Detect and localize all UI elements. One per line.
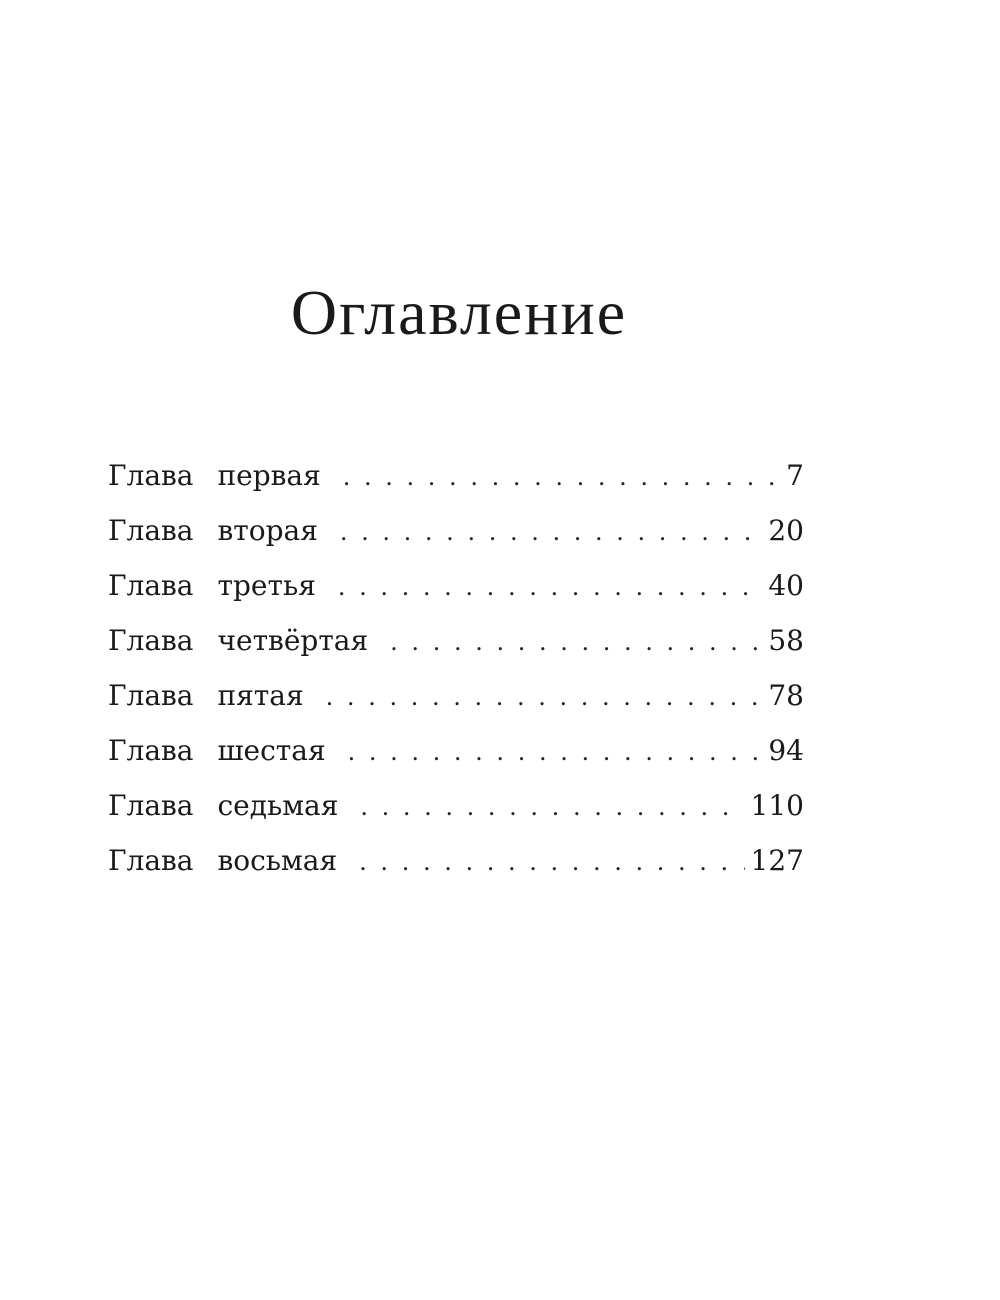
page-number: 127 <box>750 844 804 877</box>
page-number: 78 <box>768 679 804 712</box>
chapter-word: Глава <box>108 789 194 822</box>
chapter-word: Глава <box>108 569 194 602</box>
dot-leader <box>348 725 763 780</box>
toc-entry-4[interactable] <box>108 613 804 668</box>
toc-entry-8[interactable] <box>108 833 804 888</box>
dot-leader <box>338 560 762 615</box>
toc-entry-6[interactable] <box>108 723 804 778</box>
dot-leader <box>360 780 744 835</box>
chapter-word: Глава <box>108 844 194 877</box>
page-number: 7 <box>786 459 804 492</box>
chapter-name: пятая <box>217 679 304 712</box>
page-number: 58 <box>768 624 804 657</box>
chapter-word: Глава <box>108 679 194 712</box>
dot-leader <box>326 670 763 725</box>
chapter-word: Глава <box>108 459 194 492</box>
chapter-name: седьмая <box>217 789 339 822</box>
page-number: 94 <box>768 734 804 767</box>
toc-entry-3[interactable] <box>108 558 804 613</box>
chapter-name: восьмая <box>217 844 338 877</box>
chapter-word: Глава <box>108 734 194 767</box>
page-title: Оглавление <box>290 277 628 348</box>
dot-leader <box>343 450 780 505</box>
toc-entry-2[interactable] <box>108 503 804 558</box>
page-number: 40 <box>768 569 804 602</box>
chapter-name: третья <box>217 569 316 602</box>
chapter-word: Глава <box>108 514 194 547</box>
chapter-name: четвёртая <box>217 624 369 657</box>
dot-leader <box>390 615 762 670</box>
page-number: 110 <box>750 789 804 822</box>
toc-entry-5[interactable] <box>108 668 804 723</box>
toc-entry-7[interactable] <box>108 778 804 833</box>
table-of-contents <box>108 448 804 888</box>
chapter-name: шестая <box>217 734 326 767</box>
chapter-name: вторая <box>217 514 318 547</box>
page-number: 20 <box>768 514 804 547</box>
dot-leader <box>359 835 744 890</box>
chapter-word: Глава <box>108 624 194 657</box>
chapter-name: первая <box>217 459 321 492</box>
toc-entry-1[interactable] <box>108 448 804 503</box>
dot-leader <box>340 505 762 560</box>
